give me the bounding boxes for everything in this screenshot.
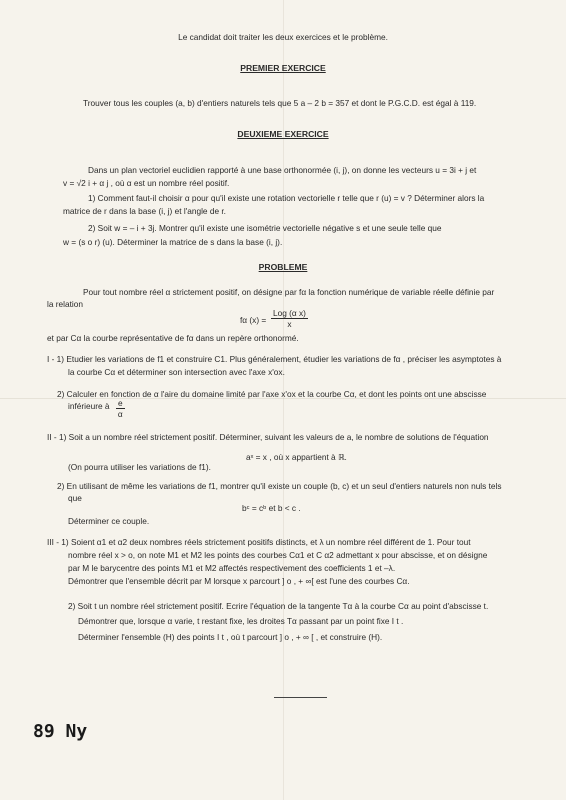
ex2-line-5: 2) Soit w = – i + 3j. Montrer qu'il existe une isométrie vectorielle négative s et une seule telle que: [88, 223, 442, 233]
ex2-line-1: Dans un plan vectoriel euclidien rapporté à une base orthonormée (i, j), on donne les vecteurs u = 3i + j et: [88, 165, 477, 175]
part-II-2-equation: bᶜ = cᵇ et b < c .: [242, 503, 301, 513]
prob-equation-denominator: x: [287, 319, 292, 329]
header-instruction: Le candidat doit traiter les deux exercices et le problème.: [178, 32, 388, 42]
part-III-1-line-4: Démontrer que l'ensemble décrit par M lorsque x parcourt ] o , + ∞[ est l'une des courbes Cα.: [68, 576, 410, 586]
end-rule: [274, 697, 327, 698]
part-II-1-line-2: (On pourra utiliser les variations de f1).: [68, 462, 211, 472]
part-II-2-line-1: 2) En utilisant de même les variations de f1, montrer qu'il existe un couple (b, c) et un seul d'entiers naturels non nuls tels: [57, 481, 502, 491]
prob-equation-lhs: fα (x) =: [240, 315, 267, 325]
ex1-body: Trouver tous les couples (a, b) d'entiers naturels tels que 5 a – 2 b = 357 et dont le P.G.C.D. est égal à 119.: [83, 98, 477, 108]
prob-intro-1: Pour tout nombre réel α strictement positif, on désigne par fα la fonction numérique de variable réelle définie par: [83, 287, 495, 297]
part-I-2-fraction: [116, 398, 125, 419]
ex2-line-3: 1) Comment faut-il choisir α pour qu'il existe une rotation vectorielle r telle que r (u) = v ? Déterminer alors la: [88, 193, 485, 203]
part-III-2-line-2: Démontrer que, lorsque α varie, t restant fixe, les droites Tα passant par un point fixe I t .: [78, 616, 404, 626]
part-III-2-line-3: Déterminer l'ensemble (H) des points I t , où t parcourt ] o , + ∞ [ , et construire (H).: [78, 632, 383, 642]
part-II-2-line-2: que: [68, 493, 82, 503]
ex2-title: DEUXIEME EXERCICE: [237, 129, 329, 139]
prob-intro-2: la relation: [47, 299, 83, 309]
part-I-2-numerator: e: [118, 398, 123, 408]
part-I-2-denominator: α: [117, 409, 123, 419]
prob-equation-numerator: Log (α x): [273, 308, 306, 318]
ex2-line-4: matrice de r dans la base (i, j) et l'angle de r.: [63, 206, 226, 216]
part-II-1-line-1: II - 1) Soit a un nombre réel strictement positif. Déterminer, suivant les valeurs de a, le nombre de solutions de l'équation: [47, 432, 489, 442]
part-I-1-line-1: I - 1) Etudier les variations de f1 et construire C1. Plus généralement, étudier les variations de fα , préciser les asymptotes à: [47, 354, 502, 364]
part-III-1-line-2: nombre réel x > o, on note M1 et M2 les points des courbes Cα1 et C α2 admettant x pour abscisse, et on désigne: [68, 550, 488, 560]
ex2-line-2: v = √2 i + α j , où α est un nombre réel positif.: [63, 178, 230, 188]
part-I-1-line-2: la courbe Cα et déterminer son intersection avec l'axe x'ox.: [68, 367, 285, 377]
prob-title: PROBLEME: [258, 262, 308, 272]
part-I-2-line-2: inférieure à: [68, 401, 110, 411]
prob-equation-fraction: [271, 308, 308, 329]
part-II-2-line-3: Déterminer ce couple.: [68, 516, 150, 526]
part-III-2-line-1: 2) Soit t un nombre réel strictement positif. Ecrire l'équation de la tangente Tα à la courbe Cα au point d'abscisse t.: [68, 601, 489, 611]
paper-fold-vertical: [283, 0, 284, 800]
prob-intro-3: et par Cα la courbe représentative de fα dans un repère orthonormé.: [47, 333, 299, 343]
part-II-1-equation: aˣ = x , où x appartient à ℝ.: [246, 452, 347, 462]
ex1-title: PREMIER EXERCICE: [240, 63, 326, 73]
part-I-2-line-1: 2) Calculer en fonction de α l'aire du domaine limité par l'axe x'ox et la courbe Cα, et dont les points ont une abscisse: [57, 389, 487, 399]
ex2-line-6: w = (s o r) (u). Déterminer la matrice de s dans la base (i, j).: [63, 237, 283, 247]
part-III-1-line-1: III - 1) Soient α1 et α2 deux nombres réels strictement positifs distincts, et λ un nombre réel différent de 1. Pour tout: [47, 537, 471, 547]
handwritten-stamp: 89 Ny: [33, 721, 88, 742]
part-III-1-line-3: par M le barycentre des points M1 et M2 affectés respectivement des coefficients 1 et –λ.: [68, 563, 396, 573]
